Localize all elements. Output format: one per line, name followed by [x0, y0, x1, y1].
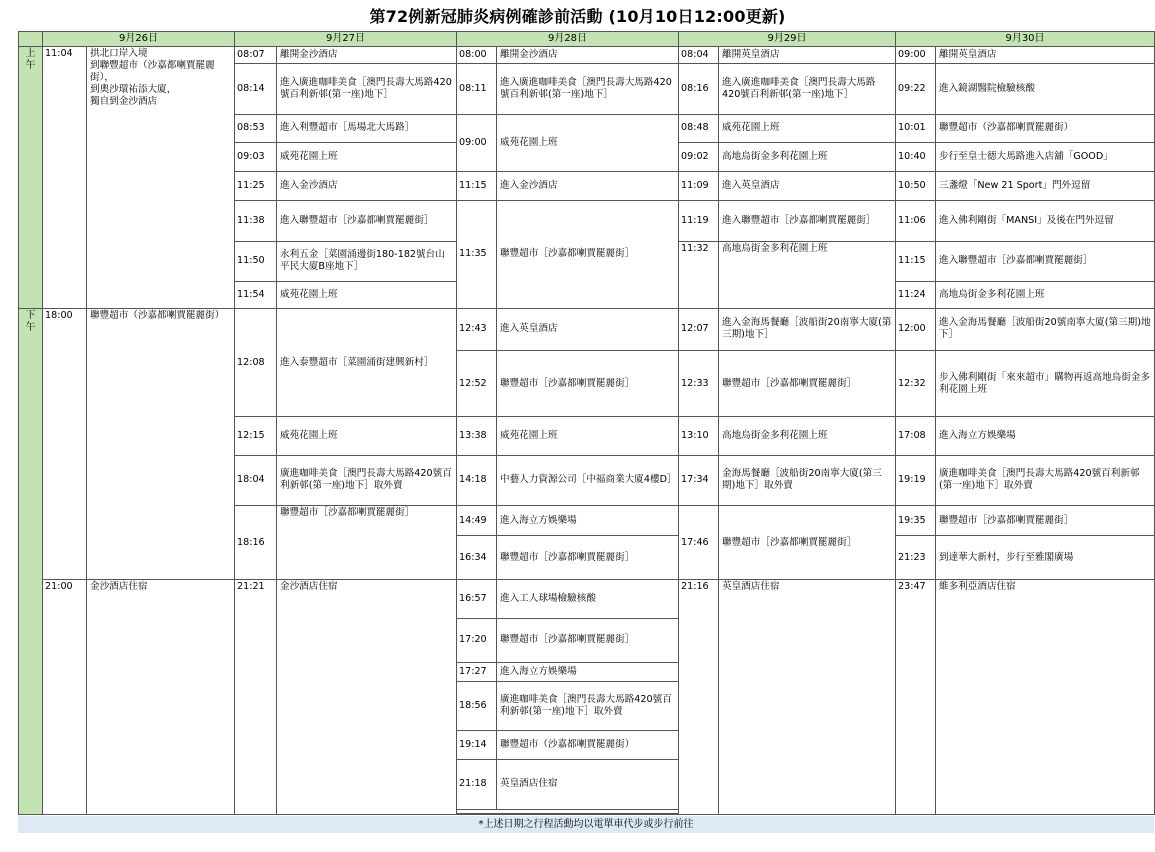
activity-cell: 聯豐超市（沙嘉都喇賈罷麗街） [936, 114, 1155, 142]
page-title: 第72例新冠肺炎病例確診前活動 (10月10日12:00更新) [369, 7, 786, 26]
time-cell: 08:53 [235, 114, 277, 142]
activity-cell: 三盞燈「New 21 Sport」門外逗留 [936, 171, 1155, 200]
activity-cell: 高地烏街金多利花園上班 [719, 417, 896, 455]
activity-cell: 進入金沙酒店 [497, 171, 679, 200]
activity-cell: 威苑花園上班 [719, 114, 896, 142]
activity-cell: 進入廣進咖啡美食［澳門長壽大馬路420號百利新邨(第一座)地下］ [497, 64, 679, 114]
activity-cell: 威苑花園上班 [277, 281, 457, 308]
time-cell: 18:56 [457, 682, 497, 731]
day-header: 9月28日 [457, 32, 679, 47]
time-cell: 21:00 [43, 580, 87, 815]
time-cell: 11:15 [896, 242, 936, 281]
header-row [19, 32, 1155, 47]
time-cell: 11:35 [457, 201, 497, 309]
activity-cell: 到達華大新村，步行至雅閣廣場 [936, 536, 1155, 580]
activity-cell: 英皇酒店住宿 [719, 580, 896, 815]
time-cell: 17:34 [679, 455, 719, 505]
time-cell: 08:07 [235, 47, 277, 64]
time-cell: 12:43 [457, 308, 497, 350]
time-cell: 11:50 [235, 242, 277, 281]
activity-cell: 離開英皇酒店 [719, 47, 896, 64]
activity-cell: 進入聯豐超市［沙嘉都喇賈罷麗街］ [936, 242, 1155, 281]
activity-cell: 進入廣進咖啡美食［澳門長壽大馬路420號百利新邨(第一座)地下］ [277, 64, 457, 114]
time-cell: 19:19 [896, 455, 936, 505]
time-cell: 11:04 [43, 47, 87, 309]
activity-cell: 進入英皇酒店 [719, 171, 896, 200]
activity-cell: 聯豐超市［沙嘉都喇賈罷麗街］ [936, 505, 1155, 535]
activity-cell: 步行至皇士德大馬路進入店舖「GOOD」 [936, 142, 1155, 171]
activity-cell: 聯豐超市［沙嘉都喇賈罷麗街］ [497, 536, 679, 580]
activity-cell: 威苑花園上班 [277, 142, 457, 171]
activity-cell: 進入廣進咖啡美食［澳門長壽大馬路420號百利新邨(第一座)地下］ [719, 64, 896, 114]
corner-cell [19, 32, 43, 47]
activity-cell: 中藝人力資源公司［中福商業大廈4樓D］ [497, 455, 679, 505]
activity-cell: 英皇酒店住宿 [497, 759, 679, 809]
day-header: 9月29日 [679, 32, 896, 47]
activity-cell: 威苑花園上班 [277, 417, 457, 455]
activity-cell: 廣進咖啡美食［澳門長壽大馬路420號百利新邨(第一座)地下］取外賣 [936, 455, 1155, 505]
time-cell: 11:09 [679, 171, 719, 200]
time-cell: 21:21 [235, 580, 277, 815]
time-cell: 13:10 [679, 417, 719, 455]
activity-cell: 聯豐超市（沙嘉都喇賈罷麗街） [87, 308, 235, 580]
time-cell: 14:18 [457, 455, 497, 505]
activity-cell: 進入海立方娛樂場 [497, 505, 679, 535]
time-cell: 10:01 [896, 114, 936, 142]
activity-cell: 金沙酒店住宿 [87, 580, 235, 815]
time-cell: 18:16 [235, 505, 277, 579]
period-am: 上午 [19, 47, 43, 309]
activity-cell: 聯豐超市［沙嘉都喇賈罷麗街］ [497, 201, 679, 309]
empty-cell [457, 813, 679, 814]
period-pm: 下午 [19, 308, 43, 814]
activity-cell: 聯豐超市［沙嘉都喇賈罷麗街］ [497, 618, 679, 662]
activity-cell: 進入利豐超市［馬場北大馬路］ [277, 114, 457, 142]
activity-cell: 聯豐超市［沙嘉都喇賈罷麗街］ [719, 505, 896, 579]
time-cell: 09:22 [896, 64, 936, 114]
time-cell: 11:19 [679, 201, 719, 242]
activity-cell: 進入金海馬餐廳［波船街20南寧大廈(第三期)地下］ [719, 308, 896, 350]
activity-cell: 步入佛利剛街「來來超市」購物再返高地烏街金多利花園上班 [936, 350, 1155, 416]
activity-cell: 廣進咖啡美食［澳門長壽大馬路420號百利新邨(第一座)地下］取外賣 [277, 455, 457, 505]
activity-cell: 維多利亞酒店住宿 [936, 580, 1155, 815]
time-cell: 16:34 [457, 536, 497, 580]
activity-cell: 拱北口岸入境 到聯豐超市（沙嘉都喇賈罷麗街）， 到奧沙環祐添大廈， 獨自到金沙酒店 [87, 47, 235, 309]
time-cell: 16:57 [457, 580, 497, 618]
time-cell: 12:52 [457, 350, 497, 416]
time-cell: 09:02 [679, 142, 719, 171]
activity-cell: 進入英皇酒店 [497, 308, 679, 350]
time-cell: 09:00 [457, 114, 497, 171]
activity-cell: 進入海立方娛樂場 [497, 662, 679, 681]
activity-cell: 威苑花園上班 [497, 417, 679, 455]
time-cell: 12:07 [679, 308, 719, 350]
time-cell: 17:46 [679, 505, 719, 579]
activity-cell: 聯豐超市［沙嘉都喇賈罷麗街］ [719, 350, 896, 416]
activity-cell: 威苑花園上班 [497, 114, 679, 171]
day-header: 9月27日 [235, 32, 457, 47]
time-cell: 09:03 [235, 142, 277, 171]
time-cell: 11:38 [235, 201, 277, 242]
time-cell: 09:00 [896, 47, 936, 64]
time-cell: 08:14 [235, 64, 277, 114]
time-cell: 11:54 [235, 281, 277, 308]
time-cell: 13:38 [457, 417, 497, 455]
time-cell: 10:40 [896, 142, 936, 171]
time-cell: 08:00 [457, 47, 497, 64]
activity-cell: 高地烏街金多利花園上班 [719, 142, 896, 171]
time-cell: 17:20 [457, 618, 497, 662]
activity-cell: 進入鏡湖醫院檢驗核酸 [936, 64, 1155, 114]
activity-cell: 離開英皇酒店 [936, 47, 1155, 64]
time-cell: 19:35 [896, 505, 936, 535]
activity-cell: 進入工人球場檢驗核酸 [497, 580, 679, 618]
time-cell: 11:15 [457, 171, 497, 200]
activity-cell: 進入佛利剛街「MANSI」及後在門外逗留 [936, 201, 1155, 242]
schedule-table [18, 31, 1155, 815]
time-cell: 10:50 [896, 171, 936, 200]
time-cell: 12:32 [896, 350, 936, 416]
time-cell: 12:33 [679, 350, 719, 416]
time-cell: 18:00 [43, 308, 87, 580]
time-cell: 08:16 [679, 64, 719, 114]
activity-cell: 進入金沙酒店 [277, 171, 457, 200]
time-cell: 21:18 [457, 759, 497, 809]
time-cell: 08:48 [679, 114, 719, 142]
time-cell: 08:04 [679, 47, 719, 64]
activity-cell: 聯豐超市［沙嘉都喇賈罷麗街］ [277, 505, 457, 579]
day-header: 9月30日 [896, 32, 1155, 47]
activity-cell: 金海馬餐廳［波船街20南寧大廈(第三期)地下］取外賣 [719, 455, 896, 505]
activity-cell: 進入海立方娛樂場 [936, 417, 1155, 455]
activity-cell: 高地烏街金多利花園上班 [936, 281, 1155, 308]
activity-cell: 廣進咖啡美食［澳門長壽大馬路420號百利新邨(第一座)地下］取外賣 [497, 682, 679, 731]
time-cell: 17:08 [896, 417, 936, 455]
time-cell: 14:49 [457, 505, 497, 535]
time-cell: 18:04 [235, 455, 277, 505]
activity-cell: 聯豐超市（沙嘉都喇賈罷麗街） [497, 731, 679, 759]
time-cell: 11:25 [235, 171, 277, 200]
activity-cell: 離開金沙酒店 [277, 47, 457, 64]
time-cell: 17:27 [457, 662, 497, 681]
time-cell: 11:06 [896, 201, 936, 242]
activity-cell: 金沙酒店住宿 [277, 580, 457, 815]
time-cell: 11:24 [896, 281, 936, 308]
activity-cell: 進入聯豐超市［沙嘉都喇賈罷麗街］ [719, 201, 896, 242]
activity-cell: 進入金海馬餐廳［波船街20號南寧大廈(第三期)地下］ [936, 308, 1155, 350]
time-cell: 11:32 [679, 242, 719, 308]
time-cell: 12:08 [235, 308, 277, 417]
time-cell: 12:00 [896, 308, 936, 350]
time-cell: 19:14 [457, 731, 497, 759]
activity-cell: 離開金沙酒店 [497, 47, 679, 64]
day-header: 9月26日 [43, 32, 235, 47]
time-cell: 23:47 [896, 580, 936, 815]
activity-cell: 高地烏街金多利花園上班 [719, 242, 896, 308]
time-cell: 21:23 [896, 536, 936, 580]
time-cell: 08:11 [457, 64, 497, 114]
time-cell: 12:15 [235, 417, 277, 455]
activity-cell: 進入聯豐超市［沙嘉都喇賈罷麗街］ [277, 201, 457, 242]
footer-note: *上述日期之行程活動均以電單車代步或步行前往 [18, 816, 1154, 833]
activity-cell: 永利五金［菜園涌邊街180-182號台山平民大廈B座地下］ [277, 242, 457, 281]
time-cell: 21:16 [679, 580, 719, 815]
activity-cell: 聯豐超市［沙嘉都喇賈罷麗街］ [497, 350, 679, 416]
activity-cell: 進入泰豐超市［菜園涌街建興新村］ [277, 308, 457, 417]
